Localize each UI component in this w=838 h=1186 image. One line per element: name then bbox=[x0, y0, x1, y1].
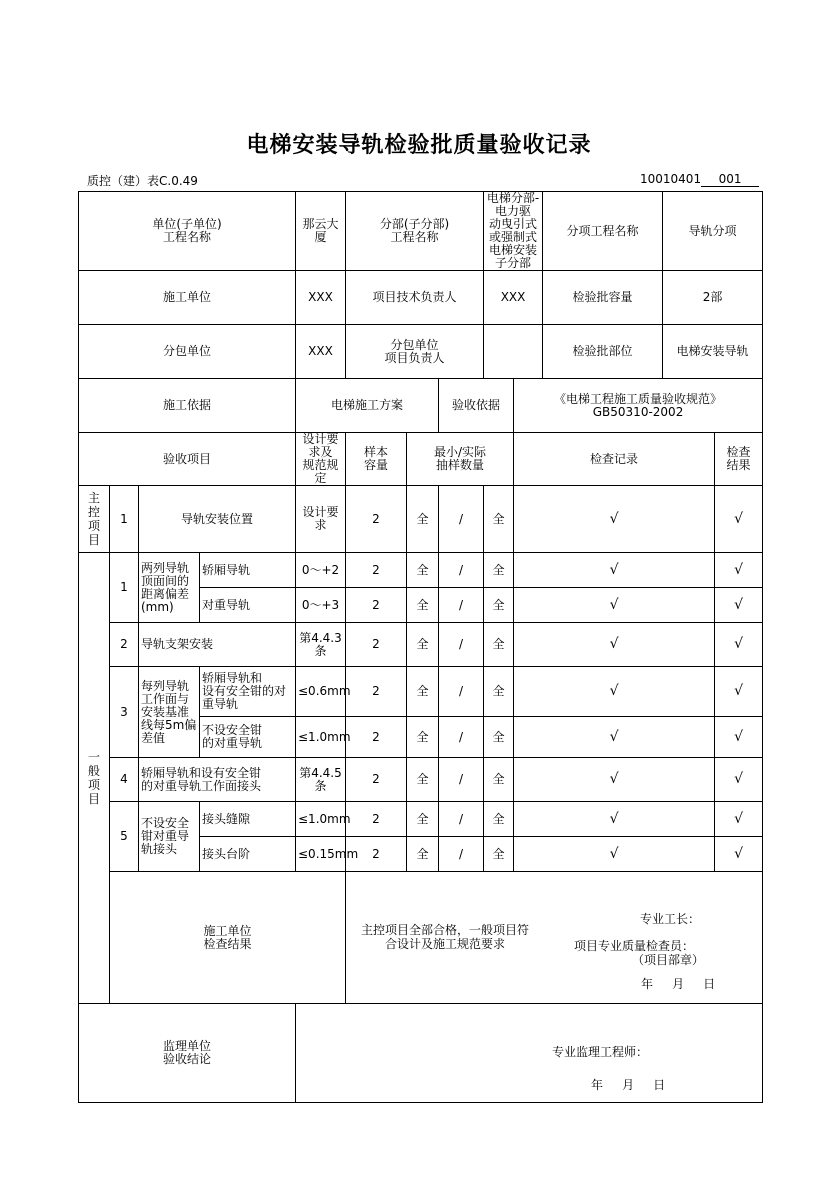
slash-separator: / bbox=[439, 667, 484, 717]
table-row bbox=[79, 802, 763, 837]
design-value: 0～+2 bbox=[296, 553, 346, 588]
row-number: 2 bbox=[110, 623, 139, 667]
check-record: √ bbox=[514, 588, 715, 623]
sub-item-name: 轿厢导轨和 设有安全钳的对 重导轨 bbox=[200, 667, 296, 717]
col-result: 检查 结果 bbox=[715, 433, 763, 486]
supervisor-date: 年 月 日 bbox=[591, 1078, 666, 1092]
min-count: 全 bbox=[407, 486, 439, 553]
slash-separator: / bbox=[439, 837, 484, 872]
inspection-record-table bbox=[78, 191, 762, 1092]
actual-count: 全 bbox=[484, 667, 514, 717]
contractor-conclusion: 主控项目全部合格，一般项目符 合设计及施工规范要求 bbox=[360, 923, 529, 951]
actual-count: 全 bbox=[484, 837, 514, 872]
basis-value: 电梯施工方案 bbox=[296, 379, 439, 433]
col-min-actual: 最小/实际 抽样数量 bbox=[407, 433, 514, 486]
table-row bbox=[79, 486, 763, 553]
actual-count: 全 bbox=[484, 486, 514, 553]
sample-value: 2 bbox=[346, 667, 407, 717]
sample-value: 2 bbox=[346, 758, 407, 802]
sample-value: 2 bbox=[346, 623, 407, 667]
check-record: √ bbox=[514, 667, 715, 717]
design-value: 第4.4.5条 bbox=[296, 758, 346, 802]
unit-label: 单位(子单位) 工程名称 bbox=[79, 192, 296, 271]
item-name: 不设安全 钳对重导 轨接头 bbox=[139, 802, 200, 872]
row-number: 3 bbox=[110, 667, 139, 758]
min-count: 全 bbox=[407, 717, 439, 758]
slash-separator: / bbox=[439, 758, 484, 802]
subcontractor-value: XXX bbox=[296, 325, 346, 379]
subdivision-label: 分部(子分部) 工程名称 bbox=[346, 192, 484, 271]
contractor-value: XXX bbox=[296, 271, 346, 325]
accept-basis-value: 《电梯工程施工质量验收规范》 GB50310-2002 bbox=[514, 379, 763, 433]
check-result: √ bbox=[715, 802, 763, 837]
subcontractor-label: 分包单位 bbox=[79, 325, 296, 379]
check-result: √ bbox=[715, 588, 763, 623]
min-count: 全 bbox=[407, 667, 439, 717]
actual-count: 全 bbox=[484, 758, 514, 802]
row-number: 4 bbox=[110, 758, 139, 802]
contractor-check-label: 施工单位 检查结果 bbox=[110, 872, 346, 1004]
sub-item-name: 接头台阶 bbox=[200, 837, 296, 872]
min-count: 全 bbox=[407, 802, 439, 837]
slash-separator: / bbox=[439, 588, 484, 623]
item-name: 轿厢导轨和设有安全钳 的对重导轨工作面接头 bbox=[139, 758, 296, 802]
supervising-engineer-label: 专业监理工程师： bbox=[552, 1045, 649, 1059]
item-name: 导轨支架安装 bbox=[139, 623, 296, 667]
quality-inspector-label: 项目专业质量检查员： bbox=[574, 939, 695, 953]
check-result: √ bbox=[715, 837, 763, 872]
check-record: √ bbox=[514, 717, 715, 758]
sample-value: 2 bbox=[346, 588, 407, 623]
sub-manager-label: 分包单位 项目负责人 bbox=[346, 325, 484, 379]
col-sample: 样本 容量 bbox=[346, 433, 407, 486]
col-item: 验收项目 bbox=[79, 433, 296, 486]
accept-basis-label: 验收依据 bbox=[439, 379, 514, 433]
table-row bbox=[79, 758, 763, 802]
actual-count: 全 bbox=[484, 802, 514, 837]
design-value: ≤1.0mm bbox=[296, 802, 346, 837]
min-count: 全 bbox=[407, 588, 439, 623]
contractor-check-area bbox=[346, 872, 763, 1004]
check-result: √ bbox=[715, 623, 763, 667]
slash-separator: / bbox=[439, 717, 484, 758]
check-record: √ bbox=[514, 486, 715, 553]
capacity-value: 2部 bbox=[663, 271, 763, 325]
check-result: √ bbox=[715, 553, 763, 588]
main-group-label: 主 控 项 目 bbox=[79, 486, 110, 553]
sub-item-name: 不设安全钳 的对重导轨 bbox=[200, 717, 296, 758]
check-record: √ bbox=[514, 623, 715, 667]
contractor-label: 施工单位 bbox=[79, 271, 296, 325]
min-count: 全 bbox=[407, 837, 439, 872]
sample-value: 2 bbox=[346, 802, 407, 837]
check-result: √ bbox=[715, 758, 763, 802]
min-count: 全 bbox=[407, 553, 439, 588]
check-result: √ bbox=[715, 667, 763, 717]
design-value: ≤0.6mm bbox=[296, 667, 346, 717]
form-number: 质控（建）表C.0.49 bbox=[87, 174, 198, 188]
unit-value: 那云大厦 bbox=[296, 192, 346, 271]
col-record: 检查记录 bbox=[514, 433, 715, 486]
slash-separator: / bbox=[439, 623, 484, 667]
design-value: 第4.4.3条 bbox=[296, 623, 346, 667]
batch-part-value: 电梯安装导轨 bbox=[663, 325, 763, 379]
col-design: 设计要求及 规范规定 bbox=[296, 433, 346, 486]
check-record: √ bbox=[514, 553, 715, 588]
table-row bbox=[79, 553, 763, 588]
sub-manager-value bbox=[484, 325, 543, 379]
design-value: ≤1.0mm bbox=[296, 717, 346, 758]
sample-value: 2 bbox=[346, 837, 407, 872]
design-value: 0～+3 bbox=[296, 588, 346, 623]
min-count: 全 bbox=[407, 758, 439, 802]
subitem-label: 分项工程名称 bbox=[543, 192, 663, 271]
foreman-label: 专业工长： bbox=[640, 912, 701, 926]
check-record: √ bbox=[514, 802, 715, 837]
subdivision-value: 电梯分部-电力驱 动曳引式或强制式 电梯安装子分部 bbox=[484, 192, 543, 271]
supervisor-area bbox=[296, 1004, 763, 1103]
table-row bbox=[79, 667, 763, 717]
check-result: √ bbox=[715, 717, 763, 758]
slash-separator: / bbox=[439, 553, 484, 588]
capacity-label: 检验批容量 bbox=[543, 271, 663, 325]
supervisor-label: 监理单位 验收结论 bbox=[79, 1004, 296, 1103]
row-number: 5 bbox=[110, 802, 139, 872]
document-serial: 001 bbox=[701, 172, 759, 187]
slash-separator: / bbox=[439, 802, 484, 837]
tech-lead-label: 项目技术负责人 bbox=[346, 271, 484, 325]
document-number-prefix: 10010401 bbox=[640, 172, 702, 186]
table-row bbox=[79, 623, 763, 667]
sample-value: 2 bbox=[346, 717, 407, 758]
check-record: √ bbox=[514, 758, 715, 802]
contractor-date: 年 月 日 bbox=[641, 977, 716, 991]
batch-part-label: 检验批部位 bbox=[543, 325, 663, 379]
actual-count: 全 bbox=[484, 717, 514, 758]
basis-label: 施工依据 bbox=[79, 379, 296, 433]
sub-item-name: 对重导轨 bbox=[200, 588, 296, 623]
tech-lead-value: XXX bbox=[484, 271, 543, 325]
check-result: √ bbox=[715, 486, 763, 553]
slash-separator: / bbox=[439, 486, 484, 553]
check-record: √ bbox=[514, 837, 715, 872]
design-value: ≤0.15mm bbox=[296, 837, 346, 872]
min-count: 全 bbox=[407, 623, 439, 667]
subitem-value: 导轨分项 bbox=[663, 192, 763, 271]
project-seal-label: （项目部章） bbox=[632, 953, 705, 967]
actual-count: 全 bbox=[484, 553, 514, 588]
actual-count: 全 bbox=[484, 623, 514, 667]
item-name: 每列导轨 工作面与 安装基准 线每5m偏 差值 bbox=[139, 667, 200, 758]
sample-value: 2 bbox=[346, 553, 407, 588]
item-name: 两列导轨 顶面间的 距离偏差 (mm) bbox=[139, 553, 200, 623]
document-number bbox=[640, 172, 759, 187]
general-group-label: 一 般 项 目 bbox=[79, 553, 110, 1004]
design-value: 设计要求 bbox=[296, 486, 346, 553]
page-title: 电梯安装导轨检验批质量验收记录 bbox=[246, 132, 592, 158]
row-number: 1 bbox=[110, 553, 139, 623]
actual-count: 全 bbox=[484, 588, 514, 623]
sub-item-name: 接头缝隙 bbox=[200, 802, 296, 837]
item-name: 导轨安装位置 bbox=[139, 486, 296, 553]
sub-item-name: 轿厢导轨 bbox=[200, 553, 296, 588]
row-number: 1 bbox=[110, 486, 139, 553]
sample-value: 2 bbox=[346, 486, 407, 553]
